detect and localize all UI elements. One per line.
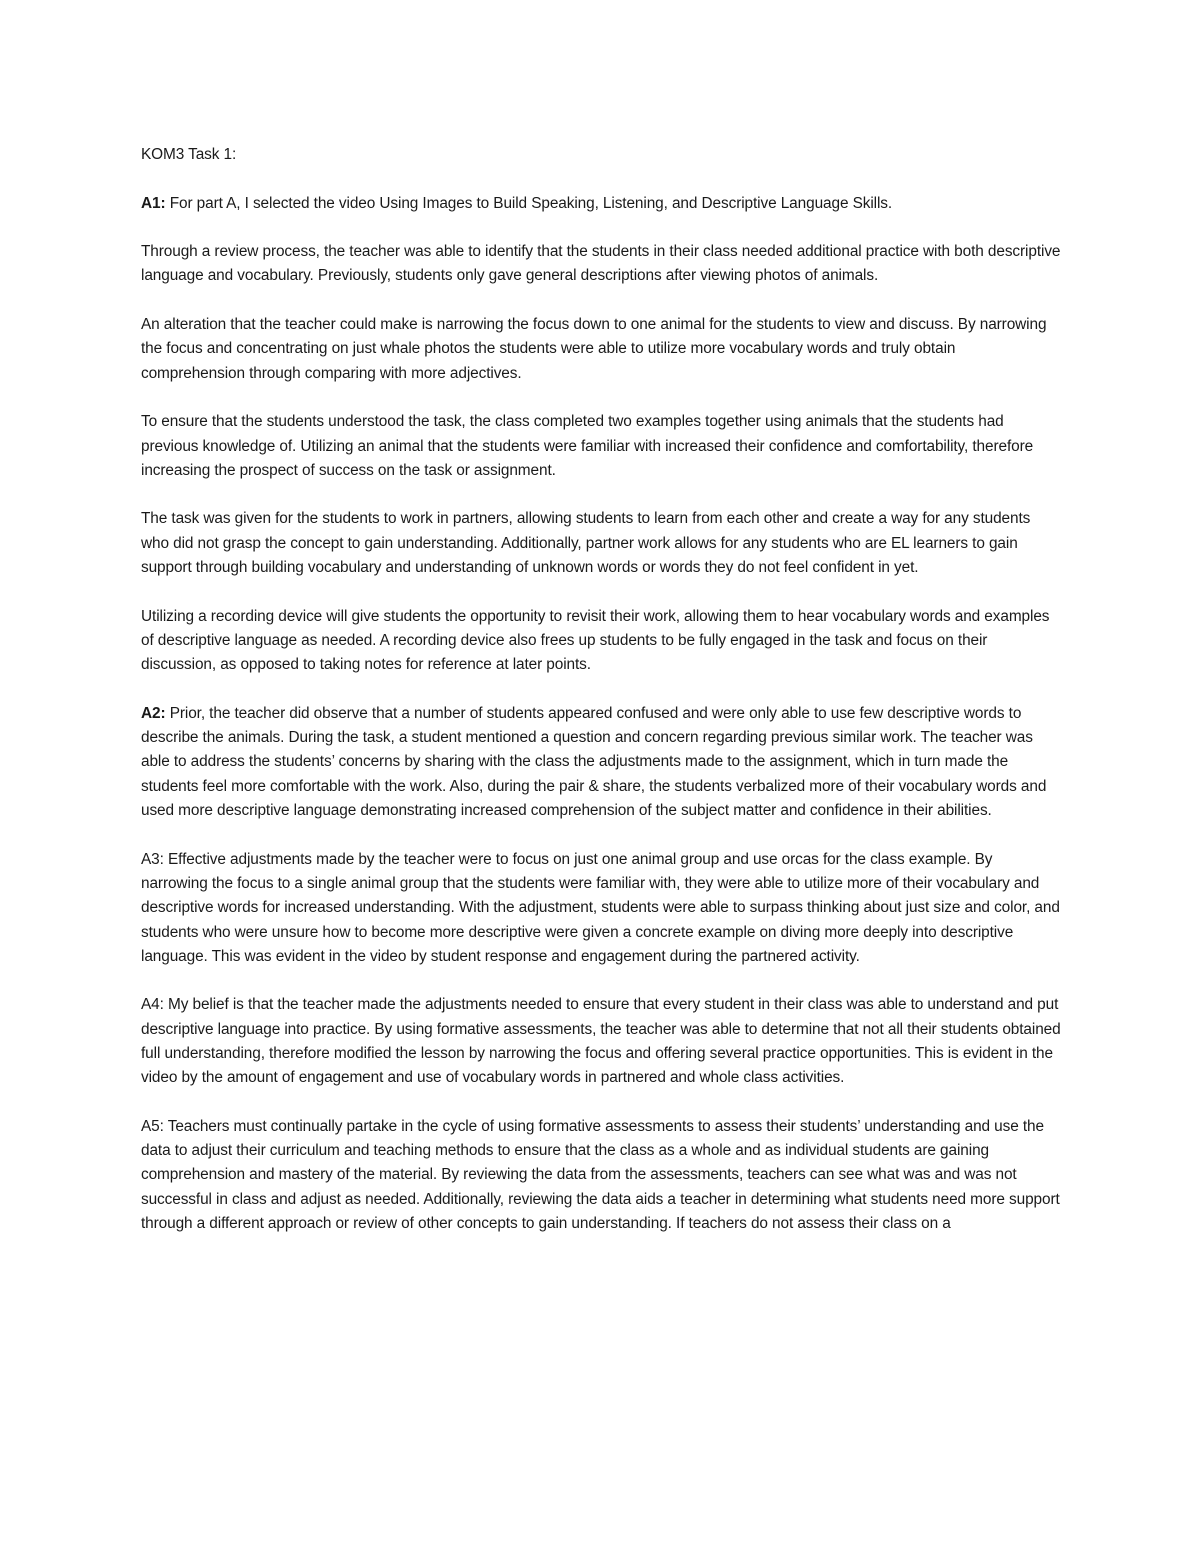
section-label-a1: A1: [141,194,166,212]
paragraph-a1-alteration: An alteration that the teacher could make is narrowing the focus down to one animal for the students to view and discuss. By narrowing the focus and concentrating on just whale photos the students were able to utilize more vocabulary words and truly obtain comprehension through comparing with more adjectives. [141,316,1047,382]
document-title: KOM3 Task 1: [141,146,237,163]
paragraph-a4 [141,993,1061,1090]
paragraph-a2 [141,702,1061,823]
document-body [141,143,1061,1261]
paragraph-a5 [141,1115,1061,1236]
paragraph-a1-examples: To ensure that the students understood the task, the class completed two examples together using animals that the students had previous knowledge of. Utilizing an animal that the students were familiar with increased their confidence and comfortability, therefore increasing the prospect of success on the task or assignment. [141,413,1034,479]
paragraph-a1-recording: Utilizing a recording device will give students the opportunity to revisit their work, allowing them to hear vocabulary words and examples of descriptive language as needed. A recording device also frees up students to be fully engaged in the task and focus on their discussion, as opposed to taking notes for reference at later points. [141,607,1050,674]
section-label-a5: A5: [141,1117,164,1135]
paragraph-text: Teachers must continually partake in the cycle of using formative assessments to assess their students’ understanding and use the data to adjust their curriculum and teaching methods to ensure that the class as a whole and as individual students are gaining comprehension and mastery of the material. By reviewing the data from the assessments, teachers can see what was and was not successful in class and adjust as needed. Additionally, reviewing the data aids a teacher in determining what students need more support through a different approach or review of other concepts to gain understanding. If teachers do not assess their class on a [141,1117,1060,1233]
paragraph-text: Effective adjustments made by the teacher were to focus on just one animal group and use orcas for the class example. By narrowing the focus to a single animal group that the students were familiar with, they were able to utilize more of their vocabulary and descriptive words for increased understanding. With the adjustment, students were able to surpass thinking about just size and color, and students who were unsure how to become more descriptive were given a concrete example on diving more deeply into descriptive language. This was evident in the video by student response and engagement during the partnered activity. [141,850,1060,965]
paragraph-a1-review: Through a review process, the teacher was able to identify that the students in their class needed additional practice with both descriptive language and vocabulary. Previously, students only gave general descriptions after viewing photos of animals. [141,243,1061,285]
paragraph-text: My belief is that the teacher made the adjustments needed to ensure that every student in their class was able to understand and put descriptive language into practice. By using formative assessments, the teacher was able to determine that not all their students obtained full understanding, therefore modified the lesson by narrowing the focus and offering several practice opportunities. This is evident in the video by the amount of engagement and use of vocabulary words in partnered and whole class activities. [141,996,1061,1087]
paragraph-a1-partners: The task was given for the students to work in partners, allowing students to learn from each other and create a way for any students who did not grasp the concept to gain understanding. Additionally, partner work allows for any students who are EL learners to gain support through building vocabulary and understanding of unknown words or words they do not feel confident in yet. [141,510,1031,577]
paragraph-a3 [141,848,1061,969]
section-label-a3: A3: [141,850,164,868]
paragraph-text: Prior, the teacher did observe that a number of students appeared confused and were only able to use few descriptive words to describe the animals. During the task, a student mentioned a question and concern regarding previous similar work. The teacher was able to address the students’ concerns by sharing with the class the adjustments made to the assignment, which in turn made the students feel more comfortable with the work. Also, during the pair & share, the students verbalized more of their vocabulary words and used more descriptive language demonstrating increased comprehension of the subject matter and confidence in their abilities. [141,704,1047,820]
section-label-a2: A2: [141,704,166,722]
section-label-a4: A4: [141,996,164,1014]
paragraph-a1-intro [141,192,1061,216]
paragraph-text: For part A, I selected the video Using Images to Build Speaking, Listening, and Descriptive Language Skills. [169,194,893,212]
